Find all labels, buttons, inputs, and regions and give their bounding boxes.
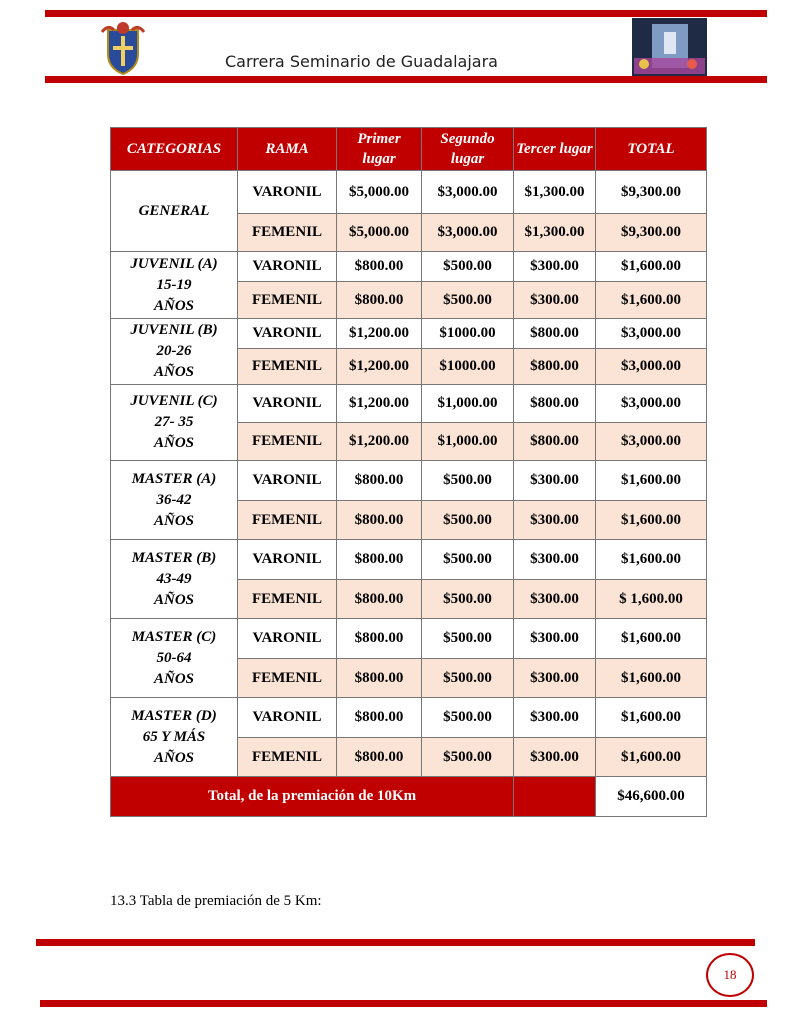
- total-row: [111, 777, 707, 817]
- tercer-cell: $1,300.00: [514, 214, 596, 252]
- segundo-cell: $500.00: [422, 659, 514, 698]
- tercer-cell: $300.00: [514, 461, 596, 501]
- category-name: GENERAL: [138, 202, 210, 219]
- primer-cell: $800.00: [337, 461, 422, 501]
- primer-cell: $800.00: [337, 501, 422, 540]
- total-cell: $1,600.00: [596, 461, 707, 501]
- diocese-crest-logo: [98, 20, 148, 76]
- total-cell: $9,300.00: [596, 214, 707, 252]
- category-cell: [111, 461, 238, 540]
- rama-cell: FEMENIL: [238, 580, 337, 619]
- tercer-cell: $300.00: [514, 619, 596, 659]
- category-name: JUVENIL (B): [130, 322, 218, 338]
- total-spacer: [514, 777, 596, 817]
- category-range: 36-42: [156, 491, 192, 508]
- rama-cell: VARONIL: [238, 252, 337, 282]
- footer-top-bar: [36, 939, 755, 946]
- tercer-cell: $300.00: [514, 501, 596, 540]
- tercer-cell: $300.00: [514, 738, 596, 777]
- segundo-cell: $1000.00: [422, 319, 514, 349]
- tercer-cell: $1,300.00: [514, 171, 596, 214]
- page-number-badge: [706, 953, 754, 997]
- header-bottom-bar: [45, 76, 767, 83]
- category-cell: [111, 698, 238, 777]
- segundo-cell: $500.00: [422, 580, 514, 619]
- tercer-cell: $800.00: [514, 423, 596, 461]
- header-tercer-lugar: Tercer lugar: [514, 128, 596, 171]
- seminary-building-logo: [632, 18, 707, 76]
- prize-table: [110, 127, 707, 817]
- total-value: $46,600.00: [596, 777, 707, 817]
- rama-cell: FEMENIL: [238, 214, 337, 252]
- header-title: Carrera Seminario de Guadalajara: [225, 52, 498, 71]
- table-row: [111, 319, 707, 349]
- header-primer-lugar: Primer lugar: [337, 128, 422, 171]
- primer-cell: $1,200.00: [337, 349, 422, 385]
- segundo-cell: $500.00: [422, 540, 514, 580]
- segundo-cell: $500.00: [422, 619, 514, 659]
- category-cell: [111, 619, 238, 698]
- primer-cell: $5,000.00: [337, 214, 422, 252]
- primer-cell: $5,000.00: [337, 171, 422, 214]
- total-cell: $1,600.00: [596, 252, 707, 282]
- header-top-bar: [45, 10, 767, 17]
- segundo-cell: $3,000.00: [422, 214, 514, 252]
- primer-cell: $800.00: [337, 659, 422, 698]
- table-row: [111, 619, 707, 659]
- category-range: 65 Y MÁS: [142, 728, 206, 745]
- primer-cell: $800.00: [337, 738, 422, 777]
- category-cell: [111, 319, 238, 385]
- rama-cell: VARONIL: [238, 171, 337, 214]
- category-cell: [111, 385, 238, 461]
- category-range: 27- 35: [154, 414, 194, 430]
- total-label: Total, de la premiación de 10Km: [111, 777, 514, 817]
- segundo-cell: $500.00: [422, 461, 514, 501]
- category-cell: [111, 252, 238, 319]
- total-cell: $1,600.00: [596, 501, 707, 540]
- section-note: 13.3 Tabla de premiación de 5 Km:: [110, 893, 322, 909]
- rama-cell: FEMENIL: [238, 501, 337, 540]
- total-cell: $3,000.00: [596, 319, 707, 349]
- primer-cell: $800.00: [337, 619, 422, 659]
- tercer-cell: $300.00: [514, 540, 596, 580]
- total-cell: $3,000.00: [596, 349, 707, 385]
- rama-cell: VARONIL: [238, 698, 337, 738]
- segundo-cell: $500.00: [422, 282, 514, 319]
- rama-cell: FEMENIL: [238, 423, 337, 461]
- header-rama: RAMA: [238, 128, 337, 171]
- table-row: [111, 540, 707, 580]
- rama-cell: FEMENIL: [238, 349, 337, 385]
- total-cell: $3,000.00: [596, 423, 707, 461]
- category-name: JUVENIL (C): [130, 393, 218, 409]
- table-row: [111, 698, 707, 738]
- total-cell: $ 1,600.00: [596, 580, 707, 619]
- total-cell: $1,600.00: [596, 659, 707, 698]
- total-cell: $1,600.00: [596, 540, 707, 580]
- category-cell: [111, 171, 238, 252]
- segundo-cell: $500.00: [422, 501, 514, 540]
- primer-cell: $800.00: [337, 282, 422, 319]
- segundo-cell: $1000.00: [422, 349, 514, 385]
- category-name: MASTER (C): [131, 628, 217, 645]
- header-segundo-lugar: Segundo lugar: [422, 128, 514, 171]
- tercer-cell: $300.00: [514, 698, 596, 738]
- segundo-cell: $3,000.00: [422, 171, 514, 214]
- primer-cell: $800.00: [337, 540, 422, 580]
- category-name: MASTER (D): [131, 707, 217, 724]
- rama-cell: VARONIL: [238, 385, 337, 423]
- rama-cell: VARONIL: [238, 619, 337, 659]
- primer-cell: $1,200.00: [337, 423, 422, 461]
- category-range: 43-49: [156, 570, 192, 587]
- tercer-cell: $300.00: [514, 252, 596, 282]
- rama-cell: VARONIL: [238, 540, 337, 580]
- segundo-cell: $1,000.00: [422, 385, 514, 423]
- category-cell: [111, 540, 238, 619]
- total-cell: $1,600.00: [596, 698, 707, 738]
- category-name: MASTER (A): [131, 470, 217, 487]
- tercer-cell: $800.00: [514, 349, 596, 385]
- rama-cell: FEMENIL: [238, 659, 337, 698]
- header-total: TOTAL: [596, 128, 707, 171]
- total-cell: $9,300.00: [596, 171, 707, 214]
- total-cell: $3,000.00: [596, 385, 707, 423]
- category-range: 50-64: [156, 649, 192, 666]
- segundo-cell: $500.00: [422, 738, 514, 777]
- segundo-cell: $500.00: [422, 698, 514, 738]
- table-row: [111, 461, 707, 501]
- tercer-cell: $300.00: [514, 282, 596, 319]
- category-name: MASTER (B): [131, 549, 217, 566]
- primer-cell: $1,200.00: [337, 319, 422, 349]
- category-unit: AÑOS: [153, 591, 194, 608]
- table-row: [111, 252, 707, 282]
- tercer-cell: $800.00: [514, 319, 596, 349]
- primer-cell: $800.00: [337, 252, 422, 282]
- category-unit: AÑOS: [153, 364, 194, 380]
- category-unit: AÑOS: [153, 297, 194, 314]
- segundo-cell: $1,000.00: [422, 423, 514, 461]
- primer-cell: $1,200.00: [337, 385, 422, 423]
- rama-cell: VARONIL: [238, 319, 337, 349]
- category-unit: AÑOS: [153, 435, 194, 451]
- rama-cell: VARONIL: [238, 461, 337, 501]
- category-unit: AÑOS: [153, 670, 194, 687]
- category-unit: AÑOS: [153, 512, 194, 529]
- page-number: 18: [723, 967, 737, 982]
- category-range: 15-19: [156, 276, 192, 293]
- tercer-cell: $300.00: [514, 659, 596, 698]
- rama-cell: FEMENIL: [238, 738, 337, 777]
- total-cell: $1,600.00: [596, 619, 707, 659]
- category-name: JUVENIL (A): [130, 255, 218, 272]
- segundo-cell: $500.00: [422, 252, 514, 282]
- table-row: [111, 171, 707, 214]
- category-unit: AÑOS: [153, 749, 194, 766]
- footer-bottom-bar: [40, 1000, 767, 1007]
- header-categorias: CATEGORIAS: [111, 128, 238, 171]
- tercer-cell: $800.00: [514, 385, 596, 423]
- primer-cell: $800.00: [337, 580, 422, 619]
- total-cell: $1,600.00: [596, 282, 707, 319]
- tercer-cell: $300.00: [514, 580, 596, 619]
- rama-cell: FEMENIL: [238, 282, 337, 319]
- total-cell: $1,600.00: [596, 738, 707, 777]
- category-range: 20-26: [156, 343, 192, 359]
- primer-cell: $800.00: [337, 698, 422, 738]
- table-row: [111, 385, 707, 423]
